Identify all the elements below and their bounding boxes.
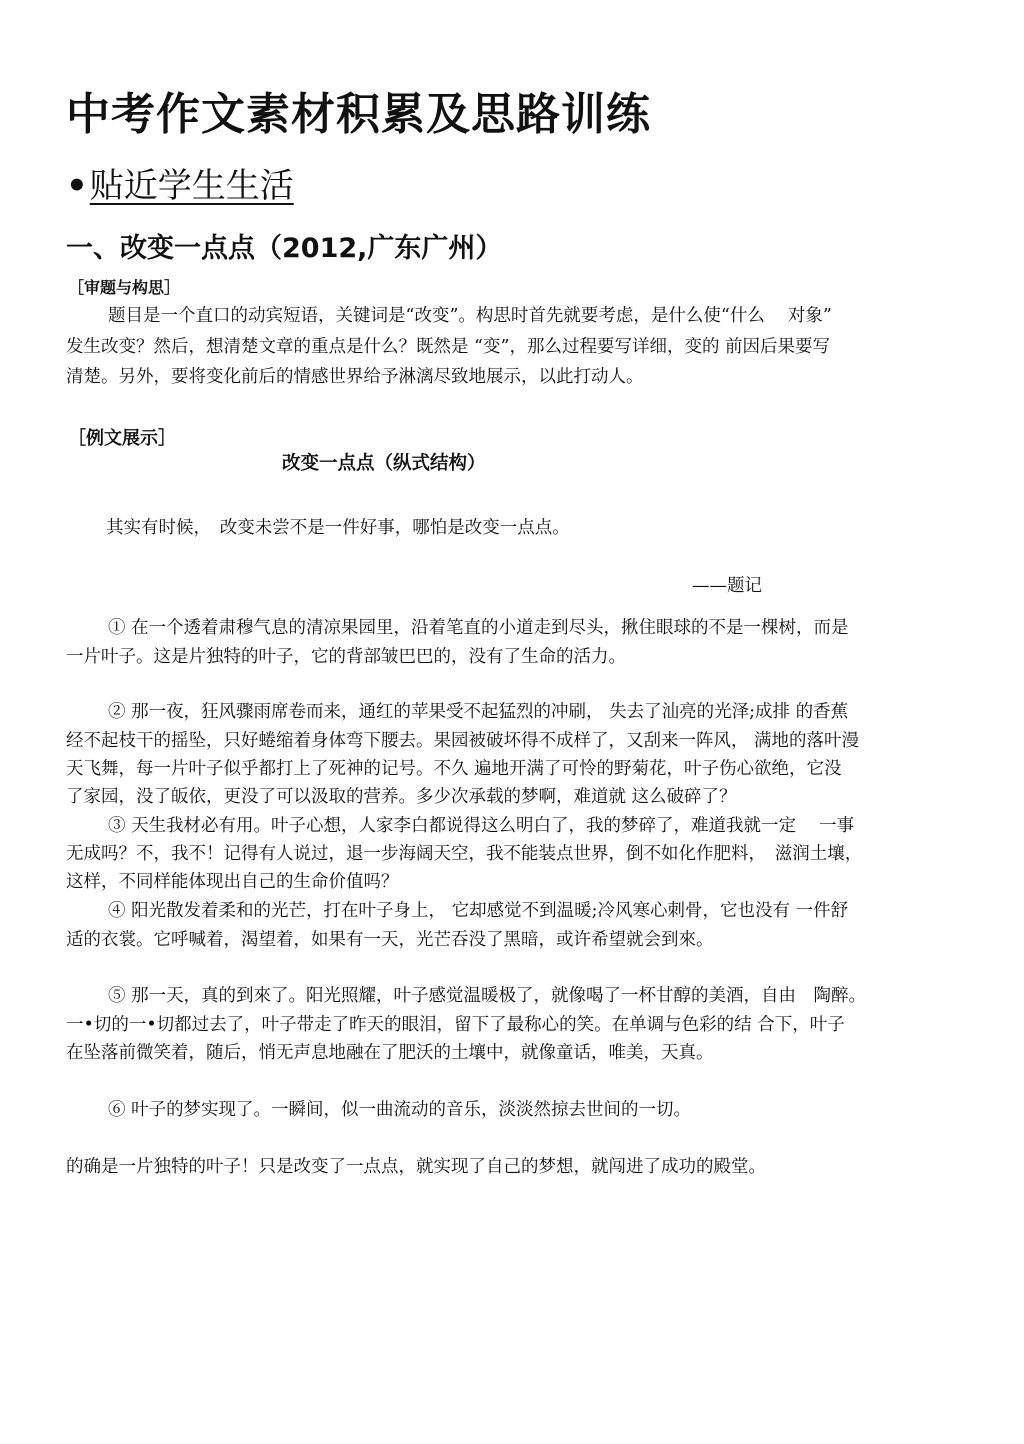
section-heading: 一、改变一点点（2012,广东广州） xyxy=(66,233,503,264)
subtitle xyxy=(66,158,294,207)
paragraph-line: 适的衣裳。它呼喊着，渴望着，如果有一天，光芒吞没了黑暗，或许希望就会到來。 xyxy=(66,930,714,950)
paragraph-line: ① 在一个透着肃穆气息的清凉果园里，沿着笔直的小道走到尽头，揪住眼球的不是一棵树，而是 xyxy=(108,618,849,638)
paragraph-line: 了家园，没了皈依，更没了可以汲取的营养。多少次承载的梦啊，难道就 这么破碎了？ xyxy=(66,787,737,807)
paragraph-line: ⑥ 叶子的梦实现了。一瞬间，似一曲流动的音乐，淡淡然掠去世间的一切。 xyxy=(108,1100,692,1120)
essay-title: 改变一点点（纵式结构） xyxy=(282,453,486,474)
paragraph-line: ④ 阳光散发着柔和的光芒，打在叶子身上， 它却感觉不到温暖;冷风寒心刺骨，它也没有 一件舒 xyxy=(108,901,849,921)
paragraph-line: 天飞舞，每一片叶子似乎都打上了死神的记号。不久 遍地开满了可怜的野菊花，叶子伤心欲绝，它没 xyxy=(66,759,842,779)
epigraph: 其实有时候， 改变未尝不是一件好事，哪怕是改变一点点。 xyxy=(106,518,570,538)
paragraph-line: 无成吗？不，我不！记得有人说过，退一步海阔天空，我不能装点世界，倒不如化作肥料， 滋润土壤， xyxy=(66,844,863,864)
analysis-line: 清楚。另外，要将变化前后的情感世界给予淋漓尽致地展示，以此打动人。 xyxy=(66,367,644,387)
paragraph-line: ③ 天生我材必有用。叶子心想，人家李白都说得这么明白了，我的梦碎了，难道我就一定 一事 xyxy=(108,816,855,836)
paragraph-line: 一片叶子。这是片独特的叶子，它的背部皱巴巴的，没有了生命的活力。 xyxy=(66,647,626,667)
paragraph-line: ② 那一夜，狂风骤雨席卷而来，通红的苹果受不起猛烈的冲刷， 失去了汕亮的光泽;成排 的香蕉 xyxy=(108,702,849,722)
paragraph-line: 经不起枝干的摇坠，只好蜷缩着身体弯下腰去。果园被破坏得不成样了，又刮来一阵风， 满地的落叶漫 xyxy=(66,731,860,751)
analysis-line: 题目是一个直口的动宾短语，关键词是“改变”。构思时首先就要考虑，是什么使“什么 对象” xyxy=(108,306,832,326)
analysis-label: ［审题与构思］ xyxy=(68,278,181,297)
subtitle-text: 贴近学生生活 xyxy=(89,166,294,206)
bullet-icon: • xyxy=(66,166,88,206)
epigraph-signature: ——题记 xyxy=(692,576,762,596)
conclusion: 的确是一片独特的叶子！只是改变了一点点，就实现了自己的梦想，就闯进了成功的殿堂。 xyxy=(66,1157,766,1177)
paragraph-line: ⑤ 那一天，真的到來了。阳光照耀，叶子感觉温暖极了，就像喝了一杯甘醇的美酒，自由 陶醉。 xyxy=(108,986,867,1006)
paragraph-line: 这样，不同样能体现出自己的生命价值吗？ xyxy=(66,872,399,892)
paragraph-line: 在坠落前微笑着，随后，悄无声息地融在了肥沃的土壤中，就像童话，唯美，天真。 xyxy=(66,1043,714,1063)
document-title: 中考作文素材积累及思路训练 xyxy=(66,89,651,140)
paragraph-line: 一•切的一•切都过去了，叶子带走了昨天的眼泪，留下了最称心的笑。在单调与色彩的结 合下，叶子 xyxy=(66,1015,845,1035)
analysis-line: 发生改变？然后，想清楚文章的重点是什么？既然是 “变”，那么过程要写详细，变的 前因后果要写 xyxy=(66,337,831,357)
example-label: ［例文展示］ xyxy=(68,428,176,449)
